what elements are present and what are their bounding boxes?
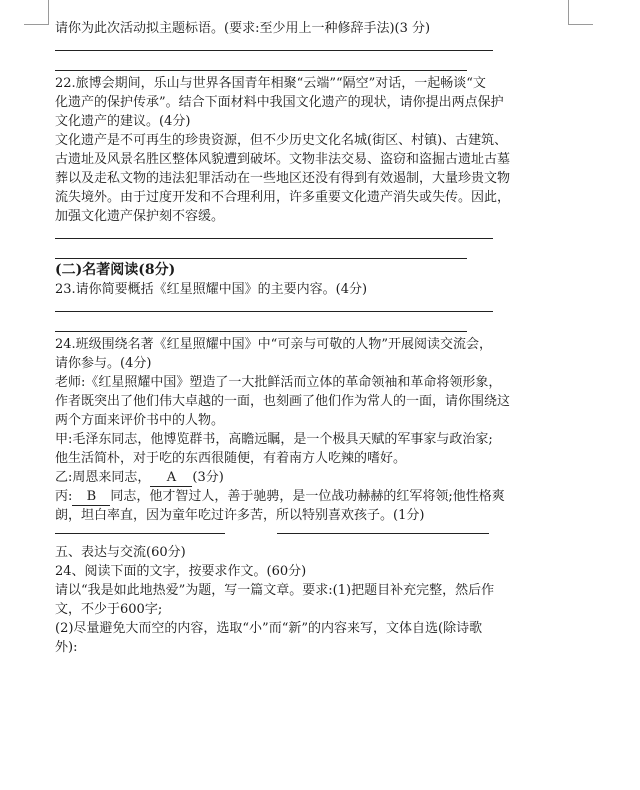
answer-line[interactable] (277, 533, 489, 534)
answer-line[interactable] (55, 331, 467, 332)
essay-line: 请以“我是如此地热爱”为题，写一篇文章。要求:(1)把题目补充完整，然后作 (55, 583, 495, 598)
q24-jia-line: 甲:毛泽东同志，他博览群书，高瞻远瞩，是一个极具天赋的军事家与政治家; (55, 432, 493, 447)
crop-mark-top-left (24, 0, 49, 25)
q22-block (55, 74, 580, 226)
q23-prompt: 23.请你简要概括《红星照耀中国》的主要内容。(4分) (55, 282, 368, 297)
q22-material-line: 文化遗产是不可再生的珍贵资源，但不少历史文化名城(街区、村镇)、古建筑、 (55, 133, 508, 148)
q22-material-line: 加强文化遗产保护刻不容缓。 (55, 209, 225, 224)
bing-prefix: 丙: (55, 489, 73, 504)
essay-line: 文，不少于600字; (55, 602, 163, 617)
answer-line[interactable] (55, 70, 467, 71)
q24-teacher-line: 老师:《红星照耀中国》塑造了一大批鲜活而立体的革命领袖和革命将领形象， (55, 375, 502, 390)
q22-prompt-line: 化遗产的保护传承”。结合下面材料中我国文化遗产的现状，请你提出两点保护 (55, 95, 504, 110)
yi-suffix: (3分) (192, 470, 224, 485)
bing-answer-blank[interactable]: B (72, 489, 110, 506)
section-title-expression: 五、表达与交流(60分) (55, 545, 186, 560)
section-title-classic-reading: (二)名著阅读(8分) (55, 262, 176, 278)
essay-line: (2)尽量避免大而空的内容，选取“小”而“新”的内容来写，文体自选(除诗歌 (55, 621, 483, 636)
essay-prompt: 24、阅读下面的文字，按要求作文。(60分) (55, 564, 307, 579)
q24-bing-line (55, 487, 580, 506)
q22-prompt-line: 22.旅博会期间，乐山与世界各国青年相聚“云端”“隔空”对话，一起畅谈“文 (55, 76, 486, 91)
answer-lines-split (55, 533, 580, 543)
q24-yi-line (55, 468, 580, 487)
q24-jia-line: 他生活简朴，对于吃的东西很随便，有着南方人吃辣的嗜好。 (55, 451, 407, 466)
answer-line[interactable] (55, 238, 493, 239)
q22-material-line: 葬以及走私文物的违法犯罪活动在一些地区还没有得到有效遏制，大量珍贵文物 (55, 171, 511, 186)
q22-material-line: 流失境外。由于过度开发和不合理利用，许多重要文化遗产消失或失传。因此， (55, 190, 511, 205)
q24-prompt-line: 请你参与。(4分) (55, 356, 152, 371)
yi-prefix: 乙:周恩来同志， (55, 470, 151, 485)
q21-tail-text: 请你为此次活动拟主题标语。(要求:至少用上一种修辞手法)(3 分) (55, 21, 431, 36)
q24-prompt-line: 24.班级围绕名著《红星照耀中国》中“可亲与可敬的人物”开展阅读交流会， (55, 337, 492, 352)
answer-line[interactable] (55, 533, 225, 534)
answer-line[interactable] (55, 50, 493, 51)
document-page (55, 19, 580, 657)
bing-line1-rest: 同志，他才智过人，善于驰骋，是一位战功赫赫的红军将领;他性格爽 (110, 489, 505, 504)
q22-prompt-line: 文化遗产的建议。(4分) (55, 114, 191, 129)
yi-answer-blank[interactable]: A (150, 470, 192, 487)
q24-teacher-line: 两个方面来评价书中的人物。 (55, 413, 225, 428)
answer-line[interactable] (55, 258, 467, 259)
q24-teacher-line: 作者既突出了他们伟大卓越的一面，也刻画了他们作为常人的一面，请你围绕这 (55, 394, 511, 409)
q24-bing-line2: 朗，坦白率直，因为童年吃过许多苦，所以特别喜欢孩子。(1分) (55, 508, 425, 523)
q22-material-line: 古遗址及风景名胜区整体风貌遭到破坏。文物非法交易、盗窃和盗掘古遗址古墓 (55, 152, 511, 167)
essay-line: 外): (55, 640, 78, 655)
q24-block (55, 335, 580, 525)
answer-line[interactable] (55, 311, 493, 312)
